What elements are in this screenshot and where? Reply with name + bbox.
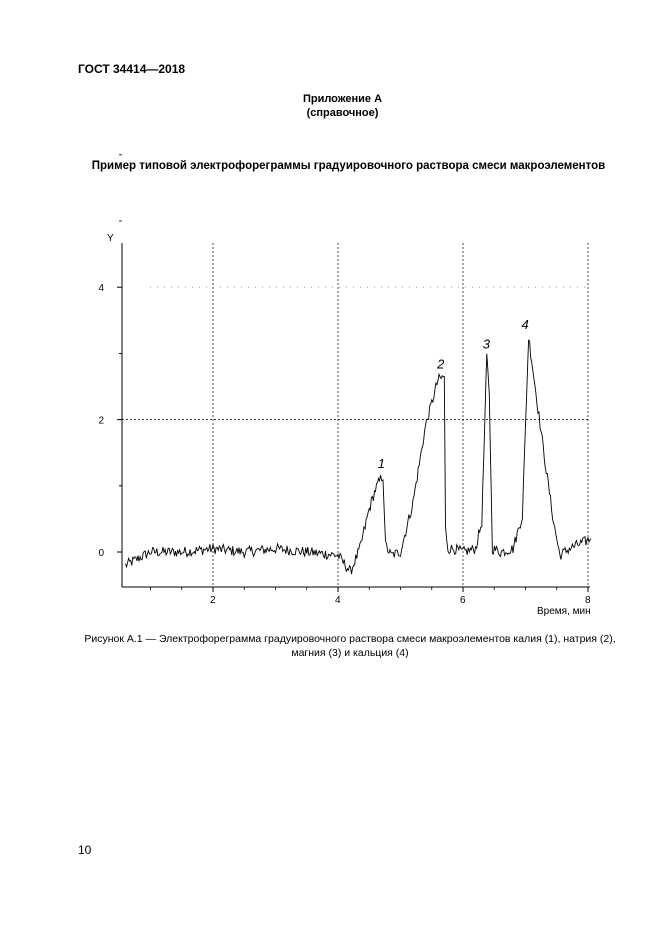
caption-line-1: Рисунок А.1 — Электрофореграмма градуировочного раствора смеси макроэлементов калия (1), натрия (2),: [84, 633, 616, 645]
x-axis-label: Время, мин: [537, 606, 591, 617]
figure-caption: [80, 632, 620, 660]
appendix-note: (справочное): [306, 107, 379, 119]
peak-label-2: 2: [437, 356, 445, 372]
page-number: 10: [78, 843, 92, 857]
tick-layer: [98, 155, 591, 606]
document-id: ГОСТ 34414—2018: [78, 62, 186, 76]
y-tick-label-4: 4: [98, 283, 104, 295]
peak-label-layer: [378, 317, 529, 471]
peak-label-1: 1: [377, 455, 385, 471]
peak-label-3: 3: [482, 336, 490, 352]
x-tick-label-6: 6: [460, 595, 466, 606]
grid-layer: [122, 243, 590, 587]
peak-label-4: 4: [521, 316, 529, 332]
series-line-0: [126, 340, 592, 575]
example-title: Пример типовой электрофореграммы градуировочного раствора смеси макроэлементов: [91, 160, 606, 172]
y-axis-label: Y: [107, 233, 114, 244]
y-tick-label-0: 0: [98, 548, 104, 559]
x-tick-label-4: 4: [335, 595, 341, 606]
axis-layer: [107, 233, 591, 617]
y-tick-label-2: 2: [98, 415, 104, 427]
x-tick-label-2: 2: [210, 595, 216, 606]
x-tick-label-8: 8: [585, 595, 591, 606]
caption-line-2: магния (3) и кальция (4): [291, 647, 409, 659]
series-layer: [126, 340, 592, 575]
appendix-title: Приложение А: [302, 93, 383, 105]
